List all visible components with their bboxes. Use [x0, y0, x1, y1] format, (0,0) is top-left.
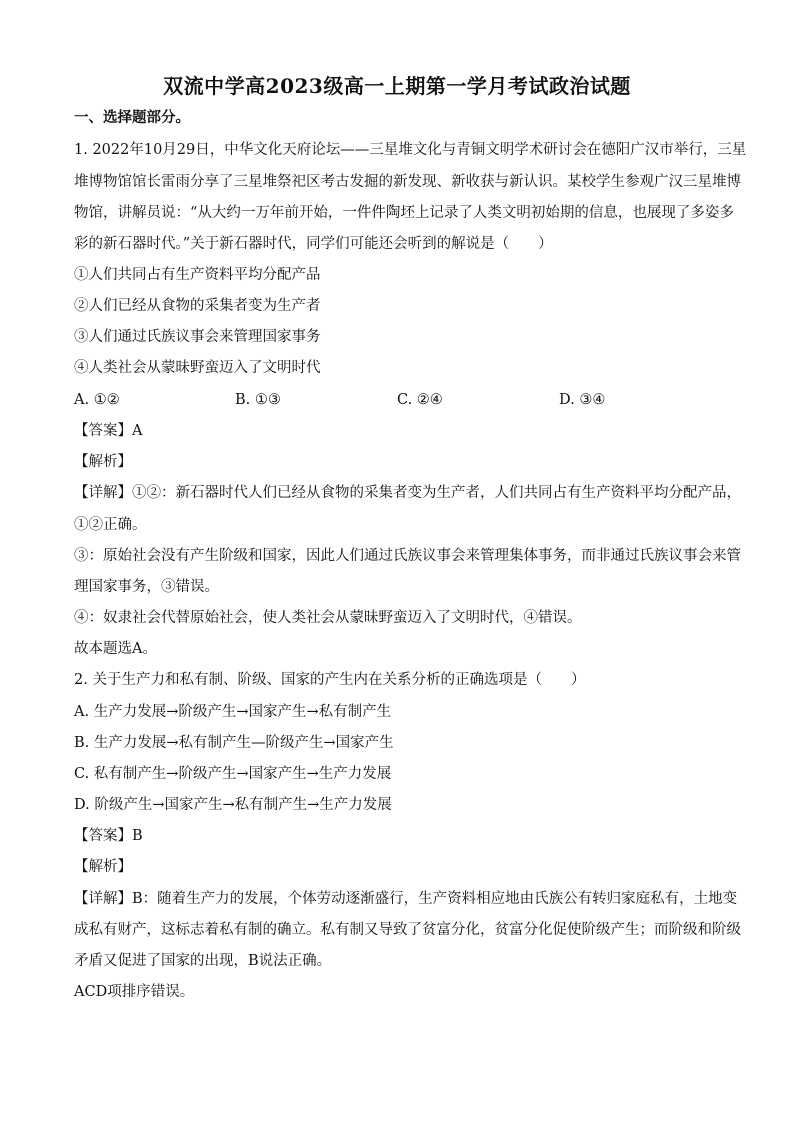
q1-option-d: D. ③④ — [559, 392, 606, 408]
q1-detail-line: 理国家事务，③错误。 — [74, 579, 219, 595]
q2-detail-line: 成私有财产，这标志着私有制的确立。私有制又导致了贫富分化，贫富分化促使阶级产生；而阶级和阶级 — [74, 922, 741, 938]
q1-item: ①人们共同占有生产资料平均分配产品 — [74, 267, 321, 283]
q1-stem-line: 物馆，讲解员说：“从大约一万年前开始，一件件陶坯上记录了人类文明初始期的信息，也展现了多姿多 — [74, 205, 734, 221]
q1-option-a: A. ①② — [74, 392, 120, 408]
q2-option-d: D. 阶级产生→国家产生→私有制产生→生产力发展 — [74, 797, 392, 813]
q1-detail-line: 【详解】①②：新石器时代人们已经从食物的采集者变为生产者，人们共同占有生产资料平均分配产品， — [74, 485, 741, 501]
q2-answer: 【答案】B — [74, 828, 143, 844]
q1-analysis-label: 【解析】 — [74, 454, 132, 470]
page-title: 双流中学高2023级高一上期第一学月考试政治试题 — [163, 74, 631, 98]
q1-detail-line: ③：原始社会没有产生阶级和国家，因此人们通过氏族议事会来管理集体事务，而非通过氏族议事会来管 — [74, 548, 741, 564]
q1-stem-line: 堆博物馆馆长雷雨分享了三星堆祭祀区考古发掘的新发现、新收获与新认识。某校学生参观广汉三星堆博 — [74, 174, 741, 190]
q1-option-b: B. ①③ — [235, 392, 281, 408]
q2-stem: 2. 关于生产力和私有制、阶级、国家的产生内在关系分析的正确选项是（ ） — [74, 672, 586, 688]
q1-stem-line: 彩的新石器时代。”关于新石器时代，同学们可能还会听到的解说是（ ） — [74, 236, 553, 252]
q2-option-a: A. 生产力发展→阶级产生→国家产生→私有制产生 — [74, 704, 392, 720]
q1-item: ②人们已经从食物的采集者变为生产者 — [74, 298, 321, 314]
q1-option-c: C. ②④ — [397, 392, 443, 408]
q2-option-c: C. 私有制产生→阶级产生→国家产生→生产力发展 — [74, 766, 392, 782]
q2-detail-line: 矛盾又促进了国家的出现，B说法正确。 — [74, 953, 332, 969]
q1-detail-line: ①②正确。 — [74, 517, 147, 533]
q1-stem-line: 1. 2022年10月29日，中华文化天府论坛——三星堆文化与青铜文明学术研讨会在德阳广汉市举行，三星 — [74, 142, 747, 158]
q2-analysis-label: 【解析】 — [74, 859, 132, 875]
q1-item: ④人类社会从蒙昧野蛮迈入了文明时代 — [74, 360, 321, 376]
q1-answer: 【答案】A — [74, 423, 143, 439]
q1-item: ③人们通过氏族议事会来管理国家事务 — [74, 329, 321, 345]
q1-detail-line: 故本题选A。 — [74, 641, 157, 657]
q2-option-b: B. 生产力发展→私有制产生—阶级产生→国家产生 — [74, 735, 394, 751]
q2-detail-line: 【详解】B：随着生产力的发展，个体劳动逐渐盛行，生产资料相应地由氏族公有转归家庭私有，土地变 — [74, 891, 738, 907]
q1-detail-line: ④：奴隶社会代替原始社会，使人类社会从蒙昧野蛮迈入了文明时代，④错误。 — [74, 610, 582, 626]
section-heading: 一、选择题部分。 — [74, 109, 190, 126]
q2-detail-line: ACD项排序错误。 — [74, 984, 195, 1000]
